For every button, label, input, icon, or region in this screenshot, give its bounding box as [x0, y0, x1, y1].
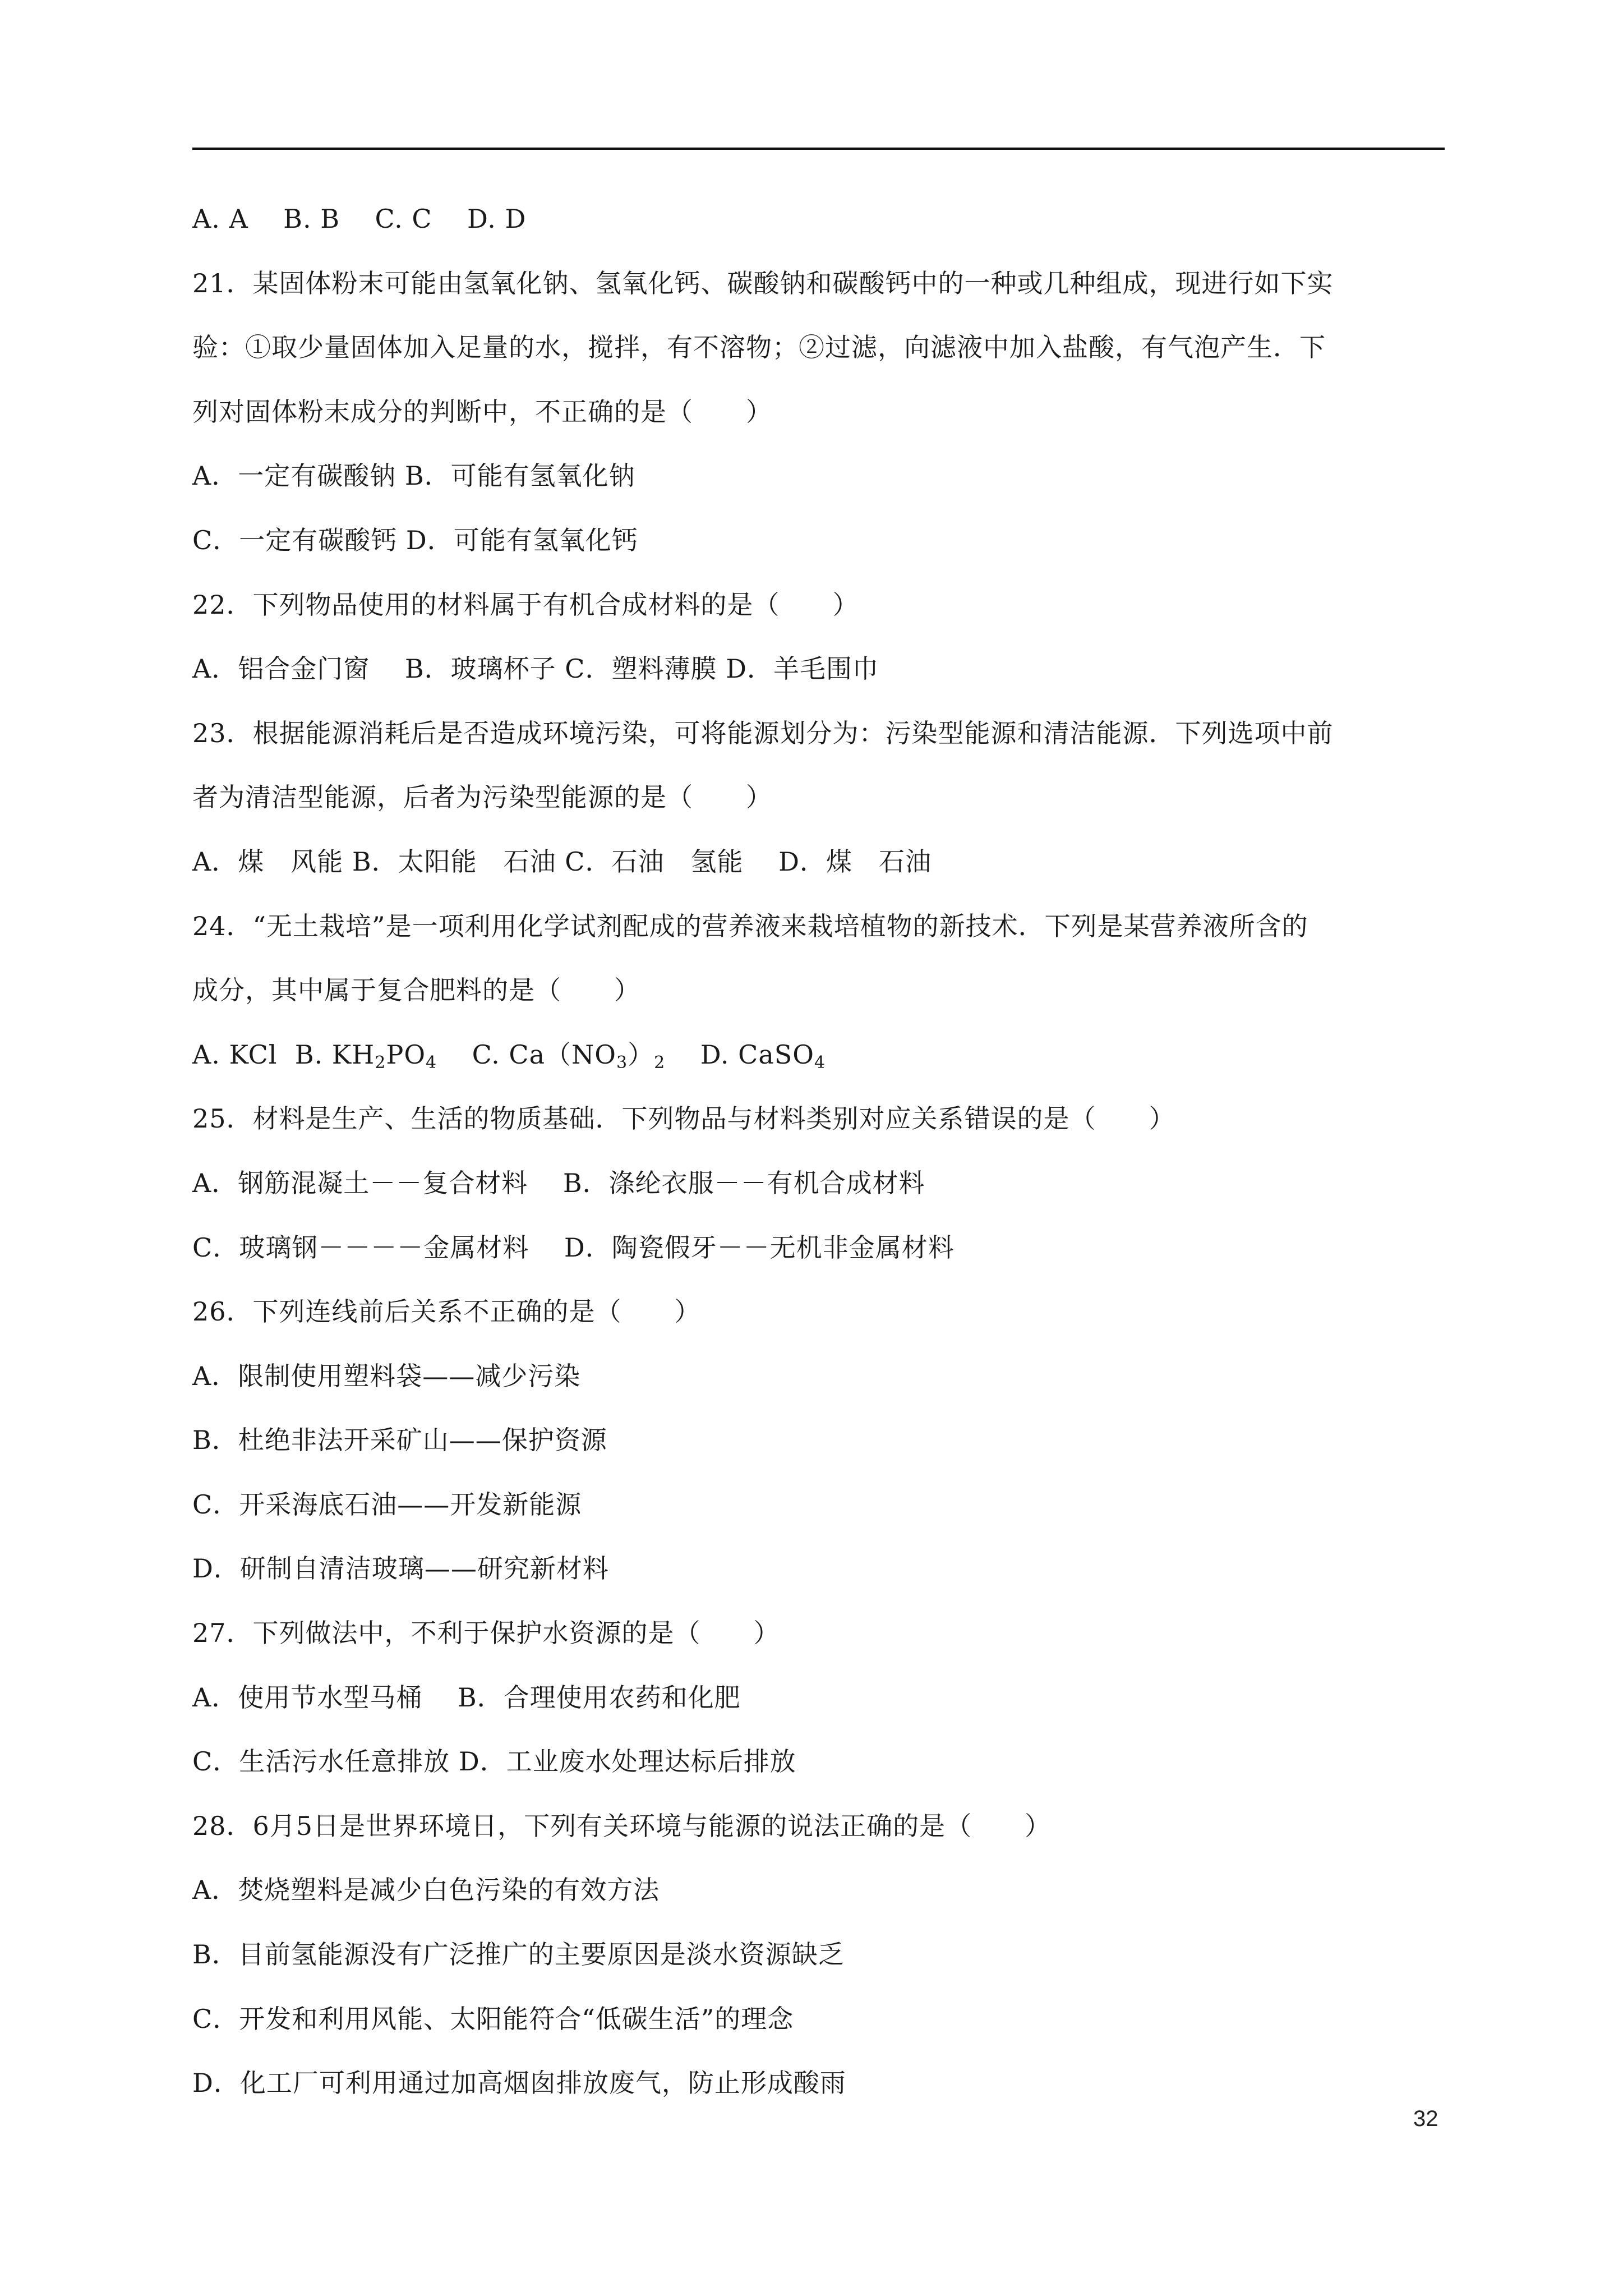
text-line: 28．6月5日是世界环境日，下列有关环境与能源的说法正确的是（ ） [192, 1810, 1052, 1841]
header-rule [192, 148, 1445, 150]
text-line: 24．“无土栽培”是一项利用化学试剂配成的营养液来栽培植物的新技术．下列是某营养液所含的 [192, 910, 1308, 941]
text-line: A．一定有碳酸钠 B．可能有氢氧化钠 [192, 461, 635, 491]
text-line: A. A B. B C. C D. D [192, 204, 527, 234]
text-line: 23．根据能源消耗后是否造成环境污染，可将能源划分为：污染型能源和清洁能源．下列选项中前 [192, 717, 1334, 748]
formula-text: A. KCl B. KH [192, 1039, 375, 1070]
text-line: A．钢筋混凝土－－复合材料 B．涤纶衣服－－有机合成材料 [192, 1167, 925, 1198]
text-line: B．目前氢能源没有广泛推广的主要原因是淡水资源缺乏 [192, 1939, 845, 1970]
text-line: 成分，其中属于复合肥料的是（ ） [192, 975, 640, 1006]
text-line: C．一定有碳酸钙 D．可能有氢氧化钙 [192, 524, 638, 555]
text-line: 22．下列物品使用的材料属于有机合成材料的是（ ） [192, 589, 859, 620]
formula-text: PO [386, 1039, 426, 1070]
text-line: D．研制自清洁玻璃——研究新材料 [192, 1553, 609, 1584]
text-line: A．限制使用塑料袋——减少污染 [192, 1360, 581, 1391]
text-line: 者为清洁型能源，后者为污染型能源的是（ ） [192, 782, 772, 813]
text-line: 21．某固体粉末可能由氢氧化钠、氢氧化钙、碳酸钠和碳酸钙中的一种或几种组成，现进行如下实 [192, 268, 1334, 298]
text-line-formula [192, 1038, 1445, 1102]
text-line: A．铝合金门窗 B．玻璃杯子 C．塑料薄膜 D．羊毛围巾 [192, 654, 879, 684]
text-line: A．焚烧塑料是减少白色污染的有效方法 [192, 1875, 660, 1906]
formula-subscript: 3 [616, 1052, 628, 1073]
text-line: 验：①取少量固体加入足量的水，搅拌，有不溶物；②过滤，向滤液中加入盐酸，有气泡产生．下 [192, 332, 1326, 363]
text-line: 27．下列做法中，不利于保护水资源的是（ ） [192, 1618, 780, 1649]
text-line: C．生活污水任意排放 D．工业废水处理达标后排放 [192, 1746, 796, 1777]
text-line: A．煤 风能 B．太阳能 石油 C．石油 氢能 D．煤 石油 [192, 846, 932, 877]
text-line: C．开发和利用风能、太阳能符合“低碳生活”的理念 [192, 2003, 794, 2034]
text-line: B．杜绝非法开采矿山——保护资源 [192, 1425, 607, 1456]
formula-subscript: 2 [375, 1052, 386, 1073]
question-content [192, 202, 1445, 2131]
text-line: A．使用节水型马桶 B．合理使用农药和化肥 [192, 1682, 741, 1713]
formula-text: D. CaSO [665, 1039, 815, 1070]
formula-text: C. Ca（NO [437, 1039, 617, 1070]
text-line: C．玻璃钢－－－－金属材料 D．陶瓷假牙－－无机非金属材料 [192, 1232, 955, 1263]
text-line: D．化工厂可利用通过加高烟囱排放废气，防止形成酸雨 [192, 2068, 846, 2099]
text-line: 26．下列连线前后关系不正确的是（ ） [192, 1296, 701, 1327]
page-number: 32 [1413, 2106, 1438, 2131]
text-line: 25．材料是生产、生活的物质基础．下列物品与材料类别对应关系错误的是（ ） [192, 1103, 1175, 1134]
formula-text: ） [628, 1039, 654, 1070]
formula-subscript: 2 [654, 1052, 666, 1073]
text-line: C．开采海底石油——开发新能源 [192, 1489, 582, 1520]
formula-subscript: 4 [814, 1052, 826, 1073]
text-line: 列对固体粉末成分的判断中，不正确的是（ ） [192, 396, 772, 427]
formula-subscript: 4 [426, 1052, 437, 1073]
